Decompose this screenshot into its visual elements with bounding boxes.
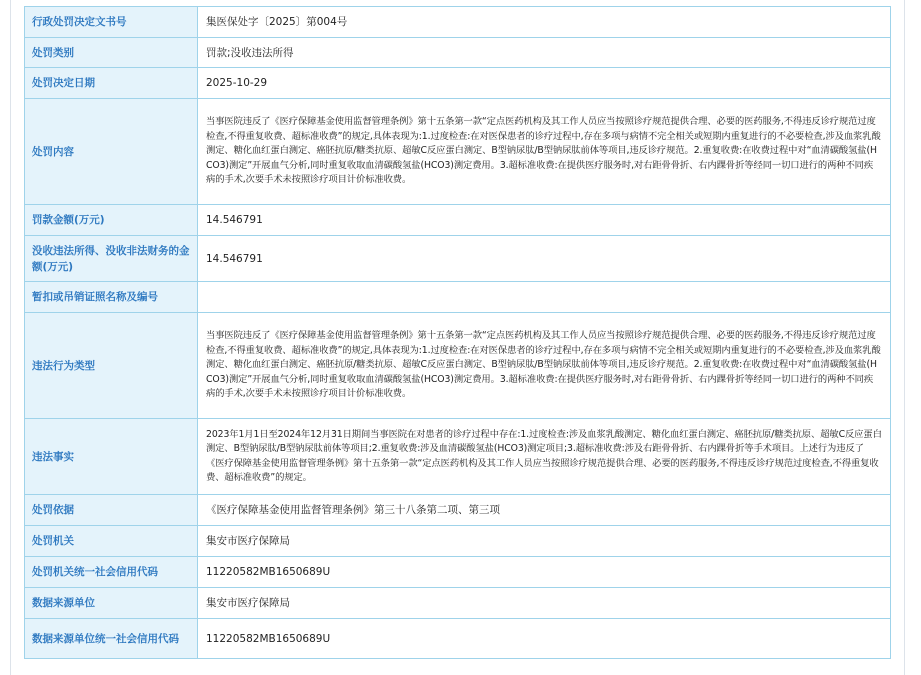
row-value: 2025-10-29 [198,68,891,99]
row-value: 罚款;没收违法所得 [198,38,891,68]
row-label: 数据来源单位统一社会信用代码 [25,619,198,659]
row-label: 没收违法所得、没收非法财务的金额(万元) [25,236,198,282]
row-document-number [25,7,891,38]
row-decision-date [25,68,891,99]
row-label: 数据来源单位 [25,588,198,619]
row-penalty-basis [25,495,891,526]
row-value: 集医保处字〔2025〕第004号 [198,7,891,38]
row-label: 处罚机关 [25,526,198,557]
row-value [198,282,891,313]
row-value: 11220582MB1650689U [198,619,891,659]
row-value: 集安市医疗保障局 [198,526,891,557]
row-label: 违法事实 [25,419,198,495]
row-value: 11220582MB1650689U [198,557,891,588]
row-penalty-content [25,99,891,205]
row-data-source [25,588,891,619]
row-value: 当事医院违反了《医疗保障基金使用监督管理条例》第十五条第一款“定点医药机构及其工作人员应当按照诊疗规范提供合理、必要的医药服务,不得违反诊疗规范过度检查,不得重复收费、超标准收费”的规定,具体表现为:1.过度检查:在对医保患者的诊疗过程中,存在多项与病情不完全相关或短期内重复进行的不必要检查,涉及血浆乳酸测定、糖化血红蛋白测定、癌胚抗原/糖类抗原、超敏C反应蛋白测定、B型钠尿肽/B型钠尿肽前体等项目,违反诊疗规范。2.重复收费:在收费过程中对“血清碳酸氢盐(HCO3)测定”开展血气分析,同时重复收取血清碳酸氢盐(HCO3)测定费用。3.超标准收费:在提供医疗服务时,对右距骨骨折、右内踝骨折等经同一切口进行的两种不同疾病的手术,次要手术未按照诊疗项目计价标准收费。 [198,313,891,419]
row-penalty-category [25,38,891,68]
row-label: 罚款金额(万元) [25,205,198,236]
row-source-credit-code [25,619,891,659]
row-label: 处罚依据 [25,495,198,526]
row-license-revocation [25,282,891,313]
row-value: 《医疗保障基金使用监督管理条例》第三十八条第二项、第三项 [198,495,891,526]
row-label: 行政处罚决定文书号 [25,7,198,38]
penalty-record-table [24,6,891,659]
row-label: 暂扣或吊销证照名称及编号 [25,282,198,313]
row-label: 处罚决定日期 [25,68,198,99]
row-value: 集安市医疗保障局 [198,588,891,619]
row-confiscation-amount [25,236,891,282]
row-violation-facts [25,419,891,495]
row-value: 14.546791 [198,236,891,282]
row-label: 处罚机关统一社会信用代码 [25,557,198,588]
row-penalty-authority [25,526,891,557]
row-authority-credit-code [25,557,891,588]
row-value: 当事医院违反了《医疗保障基金使用监督管理条例》第十五条第一款“定点医药机构及其工作人员应当按照诊疗规范提供合理、必要的医药服务,不得违反诊疗规范过度检查,不得重复收费、超标准收费”的规定,具体表现为:1.过度检查:在对医保患者的诊疗过程中,存在多项与病情不完全相关或短期内重复进行的不必要检查,涉及血浆乳酸测定、糖化血红蛋白测定、癌胚抗原/糖类抗原、超敏C反应蛋白测定、B型钠尿肽/B型钠尿肽前体等项目,违反诊疗规范。2.重复收费:在收费过程中对“血清碳酸氢盐(HCO3)测定”开展血气分析,同时重复收取血清碳酸氢盐(HCO3)测定费用。3.超标准收费:在提供医疗服务时,对右距骨骨折、右内踝骨折等经同一切口进行的两种不同疾病的手术,次要手术未按照诊疗项目计价标准收费。 [198,99,891,205]
row-violation-type [25,313,891,419]
row-label: 处罚内容 [25,99,198,205]
row-value: 2023年1月1日至2024年12月31日期间当事医院在对患者的诊疗过程中存在:1.过度检查:涉及血浆乳酸测定、糖化血红蛋白测定、癌胚抗原/糖类抗原、超敏C反应蛋白测定、B型钠尿肽/B型钠尿肽前体等项目;2.重复收费:涉及血清碳酸氢盐(HCO3)测定项目;3.超标准收费:涉及右距骨骨折、右内踝骨折等手术项目。上述行为违反了《医疗保障基金使用监督管理条例》第十五条第一款“定点医药机构及其工作人员应当按照诊疗规范提供合理、必要的医药服务,不得违反诊疗规范过度检查,不得重复收费、超标准收费”的规定。 [198,419,891,495]
row-value: 14.546791 [198,205,891,236]
row-label: 违法行为类型 [25,313,198,419]
row-fine-amount [25,205,891,236]
row-label: 处罚类别 [25,38,198,68]
